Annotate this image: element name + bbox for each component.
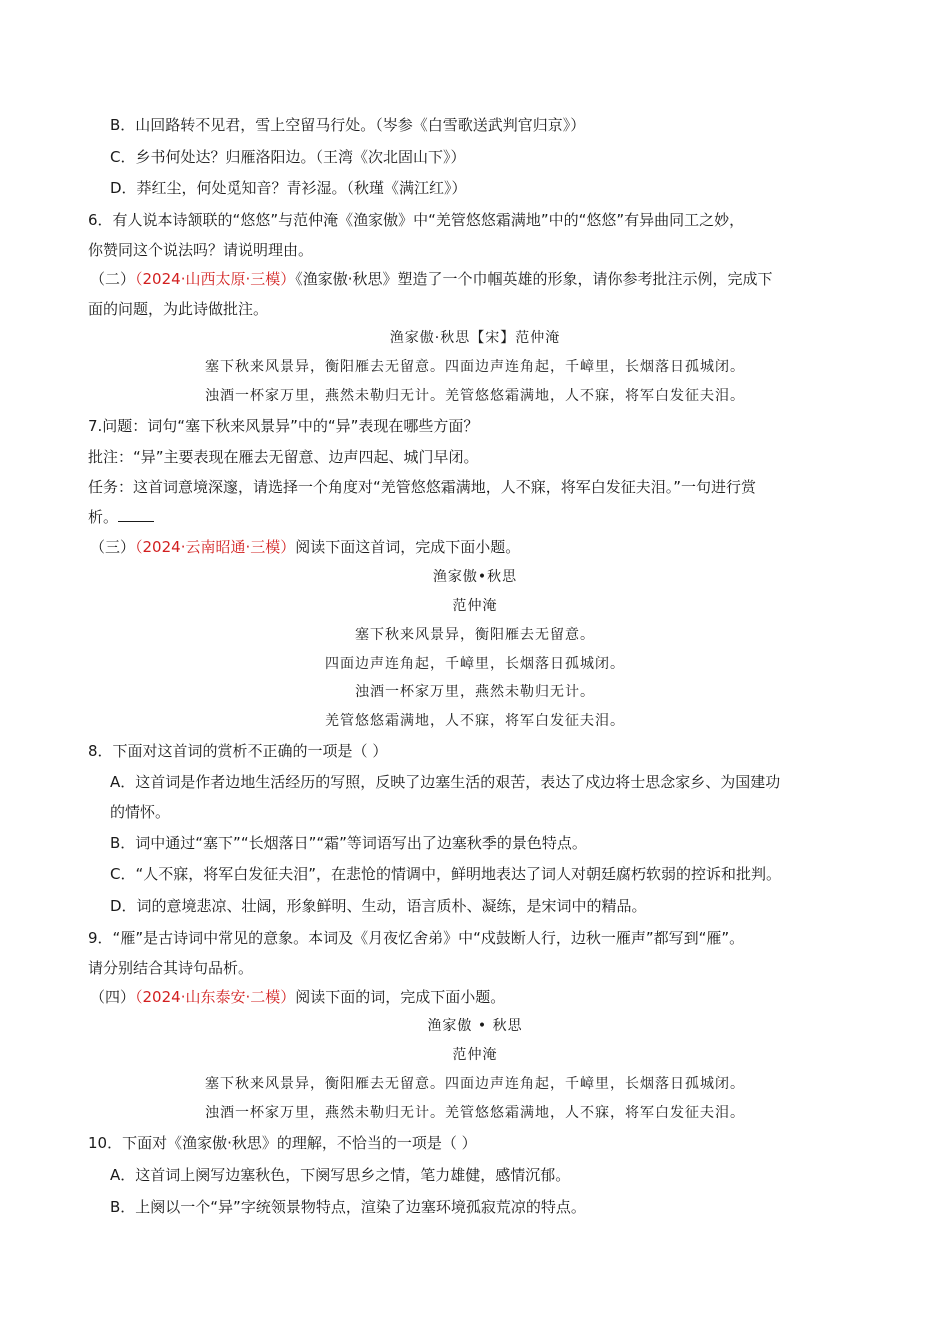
q8-option-a-line1: A．这首词是作者边地生活经历的写照，反映了边塞生活的艰苦，表达了戍边将士思念家乡、为国建功 (110, 773, 781, 791)
q8-stem: 8．下面对这首词的赏析不正确的一项是（ ） (88, 742, 388, 760)
section4-source: （2024·山东泰安·二模） (135, 988, 296, 1006)
q5-option-b: B．山回路转不见君，雪上空留马行处。（岑参《白雪歌送武判官归京》） (110, 116, 586, 134)
section3-text: 阅读下面这首词，完成下面小题。 (295, 538, 521, 556)
section3-poem-line4: 羌管悠悠霜满地，人不寐，将军白发征夫泪。 (325, 713, 625, 729)
q8-option-b: B．词中通过“塞下”“长烟落日”“霜”等词语写出了边塞秋季的景色特点。 (110, 834, 587, 852)
section3-poem-line3: 浊酒一杯家万里，燕然未勒归无计。 (355, 684, 595, 700)
section3-header (90, 537, 520, 557)
section4-text: 阅读下面的词，完成下面小题。 (295, 988, 506, 1006)
q7-question: 7.问题：词句“塞下秋来风景异”中的“异”表现在哪些方面？ (88, 417, 479, 435)
q7-task-line2-text: 析。 (88, 508, 119, 526)
section3-source: （2024·云南昭通·三模） (135, 538, 296, 556)
q10-stem: 10．下面对《渔家傲·秋思》的理解，不恰当的一项是（ ） (88, 1134, 477, 1152)
q7-note: 批注：“异”主要表现在雁去无留意、边声四起、城门早闭。 (88, 448, 479, 466)
section4-poem-line2: 浊酒一杯家万里，燕然未勒归无计。羌管悠悠霜满地，人不寐，将军白发征夫泪。 (205, 1105, 745, 1121)
section2-source: （2024·山西太原·三模） (135, 270, 296, 288)
q7-task-line2 (88, 507, 154, 527)
answer-blank (118, 507, 154, 522)
section4-header (90, 987, 505, 1007)
section2-text: 《渔家傲·秋思》塑造了一个巾帼英雄的形象，请你参考批注示例，完成下 (295, 270, 773, 288)
q9-line2: 请分别结合其诗句品析。 (88, 959, 254, 977)
q6-line2: 你赞同这个说法吗？请说明理由。 (88, 241, 314, 259)
section2-number: （二） (90, 270, 136, 288)
q10-option-b: B．上阕以一个“异”字统领景物特点，渲染了边塞环境孤寂荒凉的特点。 (110, 1198, 586, 1216)
section2-poem-title: 渔家傲·秋思【宋】范仲淹 (389, 330, 561, 346)
q8-option-d: D．词的意境悲凉、壮阔，形象鲜明、生动，语言质朴、凝练，是宋词中的精品。 (110, 897, 647, 915)
q7-task-line1: 任务：这首词意境深邃，请选择一个角度对“羌管悠悠霜满地，人不寐，将军白发征夫泪。”一句进行赏 (88, 478, 757, 496)
q10-option-a: A．这首词上阕写边塞秋色，下阕写思乡之情，笔力雄健，感情沉郁。 (110, 1166, 571, 1184)
section4-poem-line1: 塞下秋来风景异，衡阳雁去无留意。四面边声连角起，千嶂里，长烟落日孤城闭。 (205, 1076, 745, 1092)
section4-poem-title: 渔家傲 • 秋思 (427, 1018, 523, 1034)
section4-poem-author: 范仲淹 (452, 1047, 498, 1063)
section3-poem-line2: 四面边声连角起，千嶂里，长烟落日孤城闭。 (325, 656, 625, 672)
q5-option-d: D．莽红尘，何处觅知音？青衫湿。（秋瑾《满江红》） (110, 179, 467, 197)
section3-poem-author: 范仲淹 (452, 598, 498, 614)
section2-poem-line2: 浊酒一杯家万里，燕然未勒归无计。羌管悠悠霜满地，人不寐，将军白发征夫泪。 (205, 388, 745, 404)
section3-number: （三） (90, 538, 136, 556)
section2-header (90, 269, 773, 289)
section3-poem-line1: 塞下秋来风景异，衡阳雁去无留意。 (355, 627, 595, 643)
q5-option-c: C．乡书何处达？归雁洛阳边。（王湾《次北固山下》） (110, 148, 466, 166)
section2-poem-line1: 塞下秋来风景异，衡阳雁去无留意。四面边声连角起，千嶂里，长烟落日孤城闭。 (205, 359, 745, 375)
q8-option-c: C．“人不寐，将军白发征夫泪”，在悲怆的情调中，鲜明地表达了词人对朝廷腐朽软弱的控诉和批判。 (110, 865, 782, 883)
q8-option-a-line2: 的情怀。 (110, 803, 171, 821)
q9-line1: 9．“雁”是古诗词中常见的意象。本词及《月夜忆舍弟》中“戍鼓断人行，边秋一雁声”都写到“雁”。 (88, 929, 745, 947)
section2-text-line2: 面的问题，为此诗做批注。 (88, 300, 269, 318)
section4-number: （四） (90, 988, 136, 1006)
q6-line1: 6．有人说本诗颔联的“悠悠”与范仲淹《渔家傲》中“羌管悠悠霜满地”中的“悠悠”有异曲同工之妙， (88, 211, 745, 229)
section3-poem-title: 渔家傲•秋思 (432, 569, 518, 585)
